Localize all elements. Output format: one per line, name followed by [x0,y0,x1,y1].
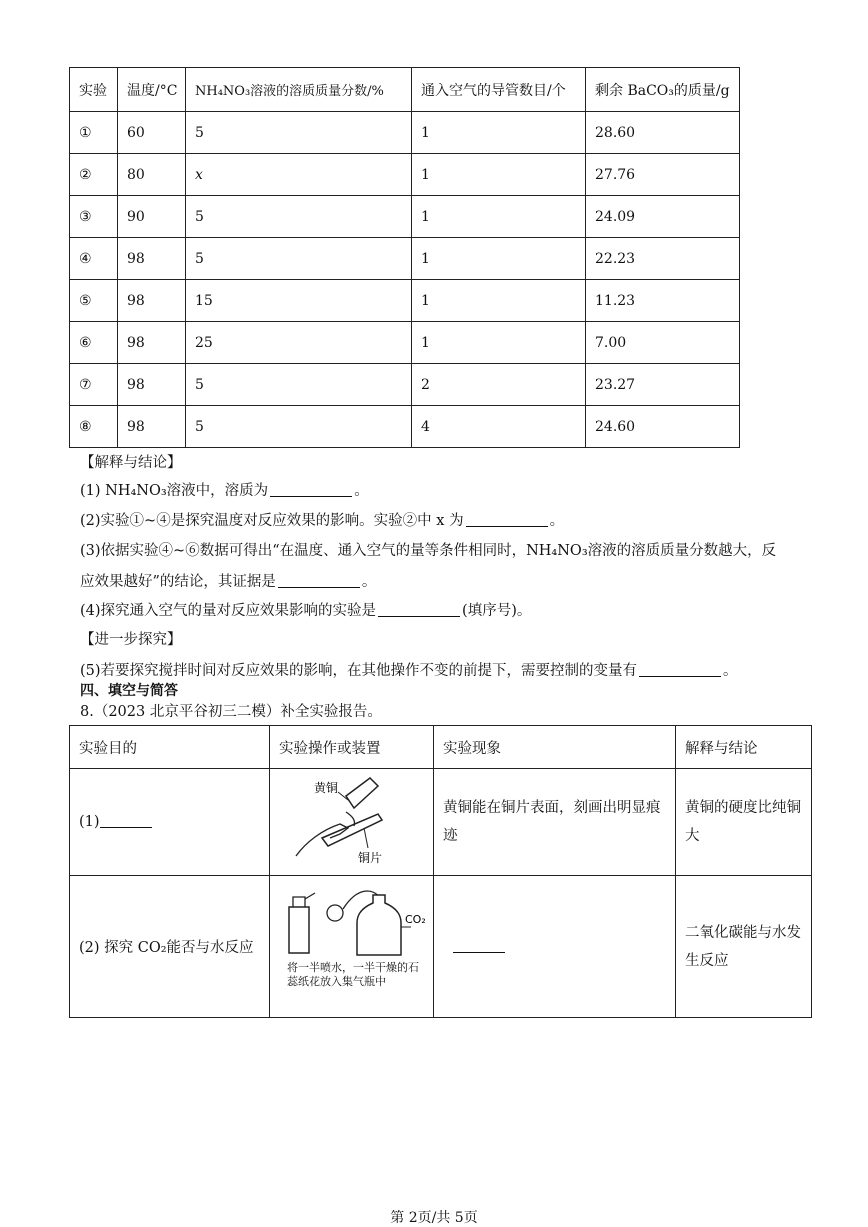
purpose-cell [70,769,270,876]
table-cell: 1 [412,112,586,154]
table-cell: ③ [70,196,118,238]
question-text: (1) NH₄NO₃溶液中，溶质为 [80,483,269,499]
answer-blank[interactable] [100,826,152,828]
answer-blank[interactable] [278,586,360,588]
table-cell: 28.60 [586,112,740,154]
question-3-line-2 [80,570,376,591]
header-cell: 剩余 BaCO₃的质量/g [586,68,740,112]
table-header-row [70,68,740,112]
copper-plate-icon [322,814,382,846]
header-cell: 实验现象 [434,726,676,769]
table-cell: 5 [186,112,412,154]
table-row [70,196,740,238]
purpose-cell: (2) 探究 CO₂能否与水反应 [70,876,270,1018]
table-cell: 7.00 [586,322,740,364]
section-4-heading: 四、填空与简答 [80,683,178,699]
table-cell: 15 [186,280,412,322]
table-cell: 1 [412,196,586,238]
header-cell: 通入空气的导管数目/个 [412,68,586,112]
table-cell: ② [70,154,118,196]
section-heading-explain: 【解释与结论】 [80,455,182,471]
table-cell: 98 [118,280,186,322]
header-cell: 温度/°C [118,68,186,112]
answer-blank[interactable] [270,495,352,497]
table-row [70,322,740,364]
table-cell: 4 [412,406,586,448]
table-cell: 25 [186,322,412,364]
experiment-report-table [69,725,812,1018]
table-cell: 5 [186,406,412,448]
table-cell: 90 [118,196,186,238]
table-cell: 1 [412,154,586,196]
conclusion-cell: 黄铜的硬度比纯铜大 [676,769,812,876]
question-3-line-1: (3)依据实验④~⑥数据可得出“在温度、通入空气的量等条件相同时，NH₄NO₃溶液的溶质质量分数越大，反 [80,543,777,559]
table-row [70,112,740,154]
question-2 [80,509,564,530]
table-cell: 23.27 [586,364,740,406]
question-text: (4)探究通入空气的量对反应效果影响的实验是 [80,603,377,619]
table-header-row [70,726,812,769]
answer-blank[interactable] [639,675,721,677]
table-cell: 80 [118,154,186,196]
table-cell: ④ [70,238,118,280]
table-cell: 98 [118,406,186,448]
litmus-flower-icon [327,905,343,921]
apparatus-cell [270,876,434,1018]
apparatus-caption: 将一半喷水，一半干燥的石蕊纸花放入集气瓶中 [286,960,419,988]
header-cell: 实验 [70,68,118,112]
table-row [70,406,740,448]
co2-litmus-illustration [277,879,427,1011]
question-text: (填序号)。 [462,603,532,619]
header-cell: 解释与结论 [676,726,812,769]
question-8: 8.（2023 北京平谷初三二模）补全实验报告。 [80,704,382,720]
table-cell: ⑧ [70,406,118,448]
question-text: 。 [354,483,369,499]
table-cell: 5 [186,196,412,238]
answer-blank[interactable] [453,951,505,953]
table-cell: ⑤ [70,280,118,322]
brass-rod-icon [346,778,378,808]
table-cell: 5 [186,364,412,406]
brass-scratch-illustration [282,772,422,868]
answer-blank[interactable] [466,525,548,527]
purpose-text: (1) [79,814,100,830]
table-cell: 1 [412,280,586,322]
answer-blank[interactable] [378,615,460,617]
co2-label: CO₂ [404,912,426,926]
table-cell: ① [70,112,118,154]
table-row [70,154,740,196]
experiment-data-table [69,67,740,448]
table-cell: 24.60 [586,406,740,448]
question-text: 。 [361,574,377,590]
table-cell: 5 [186,238,412,280]
table-row [70,364,740,406]
question-text: 应效果越好”的结论，其证据是 [80,574,276,590]
table-row [70,280,740,322]
table-cell: 1 [412,322,586,364]
table-cell: ⑦ [70,364,118,406]
brass-label: 黄铜 [313,781,338,795]
table-cell: ⑥ [70,322,118,364]
question-text: (5)若要探究搅拌时间对反应效果的影响，在其他操作不变的前提下，需要控制的变量有 [80,663,638,679]
gas-bottle-icon [357,895,401,955]
apparatus-cell [270,769,434,876]
table-cell: 60 [118,112,186,154]
question-text: 。 [723,663,738,679]
table-cell: 1 [412,238,586,280]
question-4 [80,599,531,620]
table-cell: 2 [412,364,586,406]
spray-bottle-icon [289,907,309,953]
phenomenon-cell: 黄铜能在铜片表面，刻画出明显痕迹 [434,769,676,876]
table-row [70,876,812,1018]
table-row [70,769,812,876]
copper-label: 铜片 [357,851,382,865]
table-cell: 98 [118,364,186,406]
page-footer: 第 2页/共 5页 [390,1210,478,1226]
section-heading-further: 【进一步探究】 [80,632,182,648]
table-cell: 27.76 [586,154,740,196]
table-cell: 98 [118,322,186,364]
question-text: 。 [549,513,565,529]
question-1 [80,479,369,500]
table-cell: 22.23 [586,238,740,280]
table-cell: x [186,154,412,196]
phenomenon-cell [434,876,676,1018]
table-cell: 98 [118,238,186,280]
question-text: (2)实验①~④是探究温度对反应效果的影响。实验②中 x 为 [80,513,464,529]
question-5 [80,659,738,680]
table-row [70,238,740,280]
header-cell: 实验目的 [70,726,270,769]
header-cell: NH₄NO₃溶液的溶质质量分数/% [186,68,412,112]
conclusion-cell: 二氧化碳能与水发生反应 [676,876,812,1018]
table-cell: 24.09 [586,196,740,238]
table-cell: 11.23 [586,280,740,322]
header-cell: 实验操作或装置 [270,726,434,769]
